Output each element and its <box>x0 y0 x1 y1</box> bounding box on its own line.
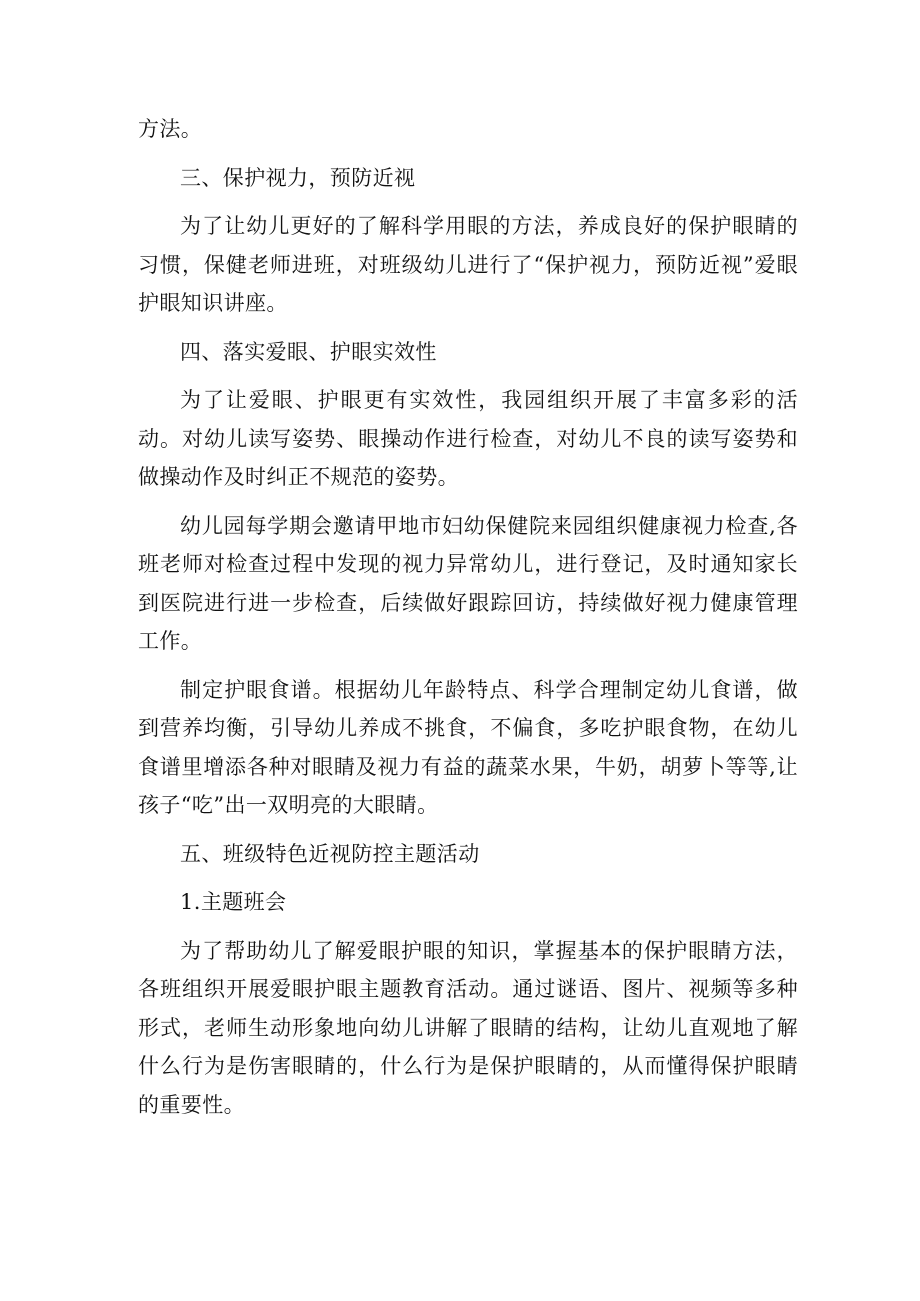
section-heading-3: 三、保护视力，预防近视 <box>180 165 416 190</box>
paragraph-vision-exam: 幼儿园每学期会邀请甲地市妇幼保健院来园组织健康视力检查,各班老师对检查过程中发现的视力异常幼儿，进行登记，及时通知家长到医院进行进一步检查，后续做好跟踪回访，持续做好视力健康管理工作。 <box>138 513 798 653</box>
section-heading-5: 五、班级特色近视防控主题活动 <box>180 841 480 866</box>
paragraph-theme-class: 为了帮助幼儿了解爱眼护眼的知识，掌握基本的保护眼睛方法，各班组织开展爱眼护眼主题教育活动。通过谜语、图片、视频等多种形式，老师生动形象地向幼儿讲解了眼睛的结构，让幼儿直观地了解什么行为是伤害眼睛的，什么行为是保护眼睛的，从而懂得保护眼睛的重要性。 <box>138 938 798 1117</box>
paragraph-posture-check: 为了让爱眼、护眼更有实效性，我园组织开展了丰富多彩的活动。对幼儿读写姿势、眼操动作进行检查，对幼儿不良的读写姿势和做操动作及时纠正不规范的姿势。 <box>138 388 798 489</box>
subsection-heading-1: 1.主题班会 <box>180 890 287 914</box>
paragraph-vision-lecture: 为了让幼儿更好的了解科学用眼的方法，养成良好的保护眼睛的习惯，保健老师进班，对班级幼儿进行了“保护视力，预防近视”爱眼护眼知识讲座。 <box>138 214 798 315</box>
section-heading-4: 四、落实爱眼、护眼实效性 <box>180 339 437 364</box>
document-body <box>138 110 798 1134</box>
paragraph-eye-diet: 制定护眼食谱。根据幼儿年龄特点、科学合理制定幼儿食谱，做到营养均衡，引导幼儿养成不挑食，不偏食，多吃护眼食物，在幼儿食谱里增添各种对眼睛及视力有益的蔬菜水果，牛奶，胡萝卜等等,让孩子“吃”出一双明亮的大眼睛。 <box>138 677 798 817</box>
paragraph-continuation: 方法。 <box>138 117 203 141</box>
